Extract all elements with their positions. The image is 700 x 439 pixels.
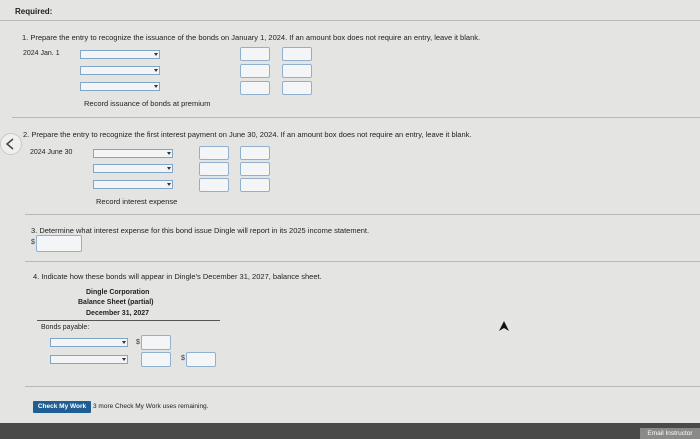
chevron-down-icon (167, 183, 171, 186)
q1-account-select-2[interactable] (80, 66, 160, 75)
currency-symbol: $ (136, 339, 140, 346)
q2-credit-2[interactable] (240, 162, 270, 176)
q4-account-select-2[interactable] (50, 355, 128, 364)
required-heading: Required: (15, 7, 53, 16)
q2-note: Record interest expense (96, 197, 178, 206)
q1-date: 2024 Jan. 1 (23, 50, 60, 57)
q2-debit-3[interactable] (199, 178, 229, 192)
chevron-down-icon (154, 53, 158, 56)
collapse-icon[interactable] (0, 133, 22, 155)
mouse-cursor-icon (499, 321, 509, 333)
q1-credit-2[interactable] (282, 64, 312, 78)
q1-prompt: 1. Prepare the entry to recognize the issuance of the bonds on January 1, 2024. If an amount box does not require an entry, leave it blank. (22, 33, 481, 42)
q1-credit-1[interactable] (282, 47, 312, 61)
chevron-down-icon (167, 152, 171, 155)
statement-name: Balance Sheet (partial) (78, 299, 154, 306)
q3-interest-expense-input[interactable] (36, 235, 82, 252)
check-my-work-button[interactable] (33, 401, 91, 413)
q1-credit-3[interactable] (282, 81, 312, 95)
statement-divider (37, 320, 220, 321)
q3-prompt: 3. Determine what interest expense for this bond issue Dingle will report in its 2025 income statement. (31, 226, 370, 235)
check-my-work-label: Check My Work (37, 403, 87, 410)
q1-debit-3[interactable] (240, 81, 270, 95)
currency-symbol: $ (31, 239, 35, 246)
q4-account-select-1[interactable] (50, 338, 128, 347)
q1-account-select-3[interactable] (80, 82, 160, 91)
q2-credit-1[interactable] (240, 146, 270, 160)
remaining-uses: 3 more Check My Work uses remaining. (93, 403, 209, 410)
bottom-bar (0, 423, 700, 439)
chevron-down-icon (154, 85, 158, 88)
chevron-down-icon (122, 358, 126, 361)
currency-symbol: $ (181, 355, 185, 362)
chevron-down-icon (122, 341, 126, 344)
bonds-payable-label: Bonds payable: (41, 324, 90, 331)
divider (25, 214, 700, 215)
q1-debit-1[interactable] (240, 47, 270, 61)
divider (0, 20, 700, 21)
divider (12, 117, 700, 118)
q2-debit-1[interactable] (199, 146, 229, 160)
q2-date: 2024 June 30 (30, 149, 73, 156)
q2-debit-2[interactable] (199, 162, 229, 176)
email-instructor-button[interactable] (640, 428, 700, 439)
q4-prompt: 4. Indicate how these bonds will appear in Dingle's December 31, 2027, balance sheet. (33, 272, 322, 281)
q2-account-select-3[interactable] (93, 180, 173, 189)
q2-account-select-1[interactable] (93, 149, 173, 158)
chevron-down-icon (167, 167, 171, 170)
chevron-down-icon (154, 69, 158, 72)
q2-prompt: 2. Prepare the entry to recognize the first interest payment on June 30, 2024. If an amount box does not require an entry, leave it blank. (23, 130, 472, 139)
q2-credit-3[interactable] (240, 178, 270, 192)
q2-account-select-2[interactable] (93, 164, 173, 173)
q1-debit-2[interactable] (240, 64, 270, 78)
divider (25, 261, 700, 262)
divider (25, 386, 700, 387)
q1-account-select-1[interactable] (80, 50, 160, 59)
q4-total-amount[interactable] (186, 352, 216, 367)
email-instructor-label: Email Instructor (647, 430, 693, 437)
company-name: Dingle Corporation (86, 289, 150, 296)
q1-note: Record issuance of bonds at premium (84, 99, 211, 108)
q4-amount-1[interactable] (141, 335, 171, 350)
q4-amount-2[interactable] (141, 352, 171, 367)
statement-date: December 31, 2027 (86, 310, 150, 317)
